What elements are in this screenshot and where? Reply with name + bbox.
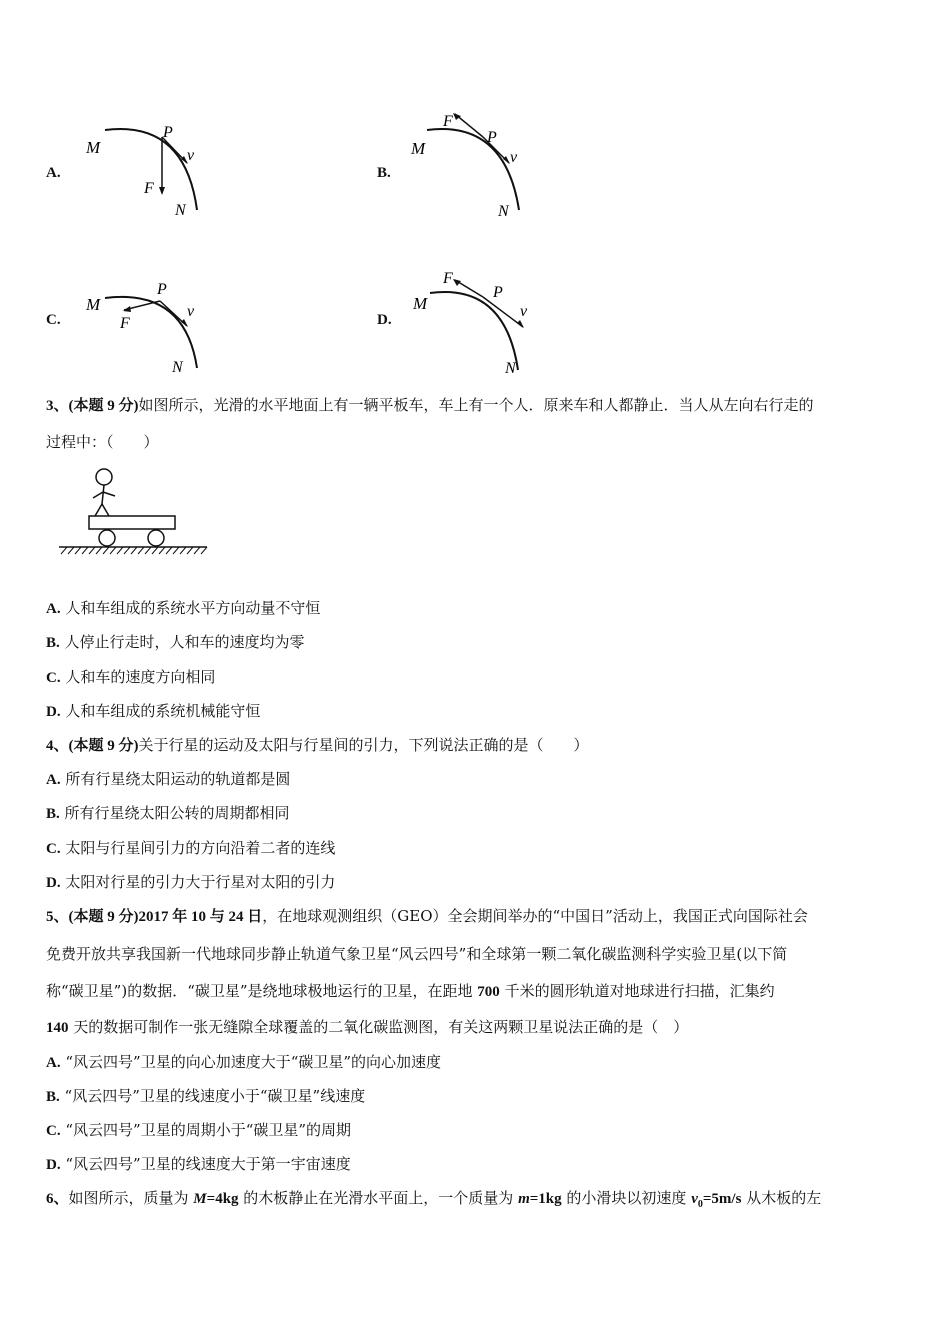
- q3-stem-line1: 3、(本题 9 分)如图所示，光滑的水平地面上有一辆平板车，车上有一个人．原来车和人都静止．当人从左向右行走的: [46, 396, 814, 414]
- label-f: F: [144, 180, 154, 197]
- q4-option-c[interactable]: C. 太阳与行星间引力的方向沿着二者的连线: [46, 839, 336, 857]
- label-p: P: [487, 129, 497, 146]
- fig-a-label: A.: [46, 165, 61, 181]
- q3-option-b[interactable]: B. 人停止行走时，人和车的速度均为零: [46, 633, 305, 651]
- figure-b-trajectory: [405, 110, 545, 225]
- figure-c-trajectory: [80, 278, 220, 378]
- q6-stem-line1: 6、如图所示，质量为 M=4kg 的木板静止在光滑水平面上，一个质量为 m=1kg 的小滑块以初速度 $v_0=5m/s$ 从木板的左: [46, 1189, 822, 1210]
- label-m: M: [86, 295, 101, 314]
- q5-option-b[interactable]: B. “风云四号”卫星的线速度小于“碳卫星”线速度: [46, 1087, 366, 1105]
- q3-option-d[interactable]: D. 人和车组成的系统机械能守恒: [46, 702, 261, 720]
- q3-stem-line2: 过程中：（ ）: [46, 433, 159, 451]
- label-v: v: [510, 149, 518, 166]
- label-m: M: [411, 139, 426, 158]
- q3-option-c[interactable]: C. 人和车的速度方向相同: [46, 668, 216, 686]
- figure-d-trajectory: [405, 265, 545, 377]
- figure-a-trajectory: [80, 115, 220, 225]
- q5-stem-line2: 免费开放共享我国新一代地球同步静止轨道气象卫星“风云四号”和全球第一颗二氧化碳监测科学实验卫星(以下简: [46, 945, 788, 963]
- label-f: F: [443, 270, 453, 287]
- q5-stem-line3: 称“碳卫星”)的数据．“碳卫星”是绕地球极地运行的卫星，在距地 700 千米的圆形轨道对地球进行扫描，汇集约: [46, 982, 775, 1000]
- label-p: P: [163, 124, 173, 141]
- label-m: M: [413, 294, 428, 313]
- q5-option-a[interactable]: A. “风云四号”卫星的向心加速度大于“碳卫星”的向心加速度: [46, 1053, 442, 1071]
- q4-option-a[interactable]: A. 所有行星绕太阳运动的轨道都是圆: [46, 770, 291, 788]
- q3-option-a[interactable]: A. 人和车组成的系统水平方向动量不守恒: [46, 599, 321, 617]
- label-n: N: [175, 202, 186, 219]
- q4-option-b[interactable]: B. 所有行星绕太阳公转的周期都相同: [46, 804, 290, 822]
- label-v: v: [187, 303, 195, 320]
- label-n: N: [505, 360, 516, 377]
- cart-person-figure: [55, 462, 215, 562]
- label-f: F: [443, 113, 453, 130]
- label-v: v: [187, 147, 195, 164]
- q4-stem: 4、(本题 9 分)关于行星的运动及太阳与行星间的引力，下列说法正确的是（ ）: [46, 736, 589, 754]
- q5-stem-line1: 5、(本题 9 分)2017 年 10 与 24 日，在地球观测组织（GEO）全会期间举办的“中国日”活动上，我国正式向国际社会: [46, 907, 808, 925]
- label-n: N: [498, 203, 509, 220]
- label-v: v: [520, 303, 528, 320]
- label-f: F: [120, 315, 130, 332]
- q4-option-d[interactable]: D. 太阳对行星的引力大于行星对太阳的引力: [46, 873, 336, 891]
- label-n: N: [172, 359, 183, 376]
- fig-d-label: D.: [377, 312, 392, 328]
- label-p: P: [157, 281, 167, 298]
- q5-stem-line4: 140 天的数据可制作一张无缝隙全球覆盖的二氧化碳监测图，有关这两颗卫星说法正确的是（ ）: [46, 1018, 689, 1036]
- q5-option-d[interactable]: D. “风云四号”卫星的线速度大于第一宇宙速度: [46, 1155, 351, 1173]
- fig-c-label: C.: [46, 312, 61, 328]
- q5-option-c[interactable]: C. “风云四号”卫星的周期小于“碳卫星”的周期: [46, 1121, 352, 1139]
- label-p: P: [493, 284, 503, 301]
- label-m: M: [86, 138, 101, 157]
- fig-b-label: B.: [377, 165, 391, 181]
